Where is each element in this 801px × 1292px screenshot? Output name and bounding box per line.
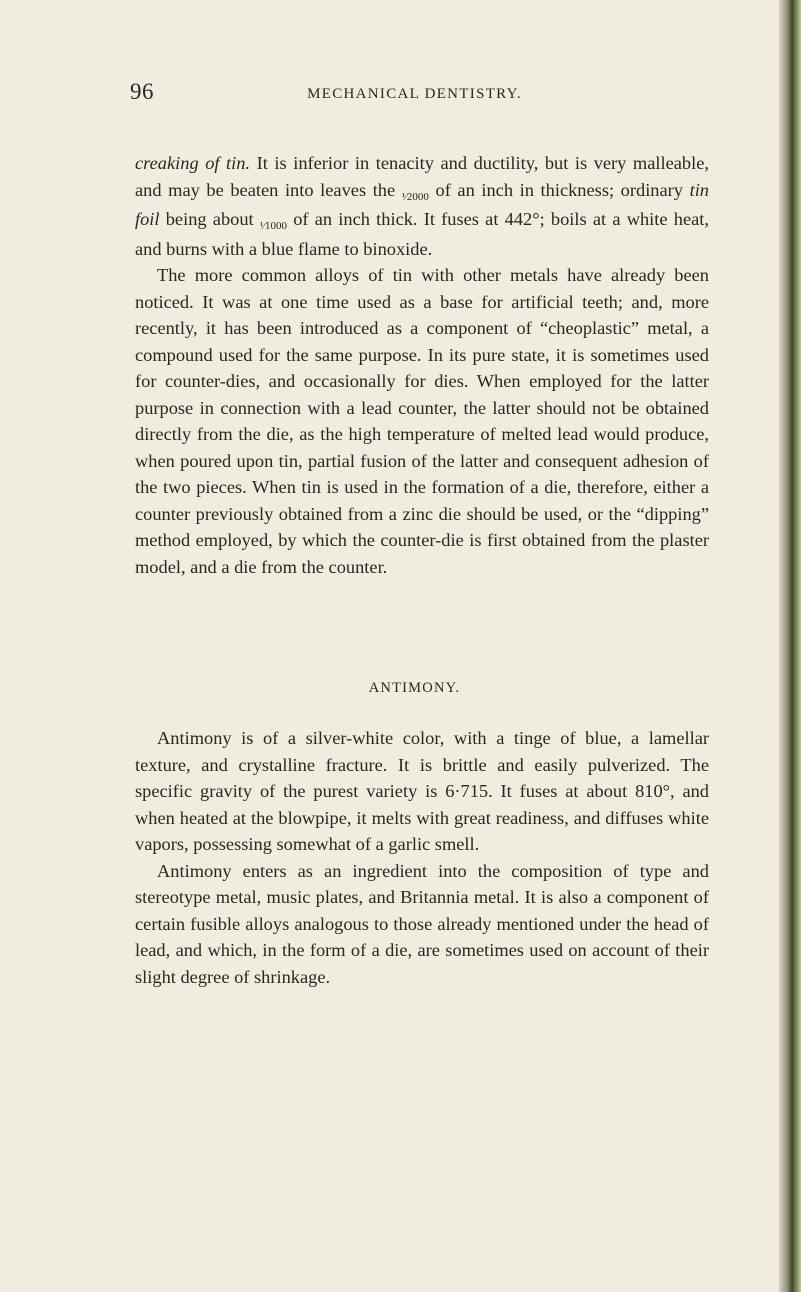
running-title: MECHANICAL DENTISTRY.: [307, 86, 522, 102]
antimony-paragraph-1: Antimony is of a silver-white color, with a tinge of blue, a lamellar texture, and crystalline fracture. It is brittle and easily pulverized. The specific gravity of the purest variety is 6·715. It fuses at about 810°, and when heated at the blowpipe, it melts with great readiness, and diffuses white vapors, possessing somewhat of a garlic smell.: [135, 728, 709, 854]
tin-section: [135, 150, 709, 580]
antimony-section: [135, 725, 709, 990]
tin-p1-text-a: It is inferior in tenacity and ductility, but is very malleable, and may be beaten into leaves the: [135, 153, 710, 200]
page-edge-shadow: [779, 0, 801, 1292]
tin-foil-emphasis: tin foil: [135, 179, 709, 229]
tin-paragraph-2: The more common alloys of tin with other metals have already been noticed. It was at one time used as a base for artificial teeth; and, more recently, it has been introduced as a component of “cheoplastic” metal, a compound used for the same purpose. In its pure state, it is sometimes used for counter-dies, and occasionally for dies. When employed for the latter purpose in connection with a lead counter, the latter should not be obtained directly from the die, as the high temperature of melted lead would produce, when poured upon tin, partial fusion of the latter and consequent adhesion of the two pieces. When tin is used in the formation of a die, therefore, either a counter previously obtained from a zinc die should be used, or the “dipping” method employed, by which the counter-die is first obtained from the plaster model, and a die from the counter.: [135, 265, 709, 577]
tin-p1-text-c: being about: [159, 209, 260, 229]
section-heading-antimony: ANTIMONY.: [368, 680, 461, 696]
fraction-2000: ¹⁄2000: [401, 190, 429, 203]
tin-emphasis: creaking of tin.: [135, 153, 251, 173]
tin-p1-text-b: of an inch in thickness; ordinary: [428, 179, 690, 200]
antimony-paragraph-2: Antimony enters as an ingredient into the composition of type and stereotype metal, music plates, and Britannia metal. It is also a component of certain fusible alloys analogous to those already mentioned under the head of lead, and which, in the form of a die, are sometimes used on account of their slight degree of shrinkage.: [135, 860, 709, 987]
page-number: 96: [130, 79, 154, 104]
fraction-1000: ¹⁄1000: [259, 220, 287, 232]
tin-p1-text-d: of an inch thick. It fuses at 442°; boils at a white heat, and burns with a blue flame to binoxide.: [135, 209, 709, 259]
tin-paragraph-1: [135, 150, 709, 262]
